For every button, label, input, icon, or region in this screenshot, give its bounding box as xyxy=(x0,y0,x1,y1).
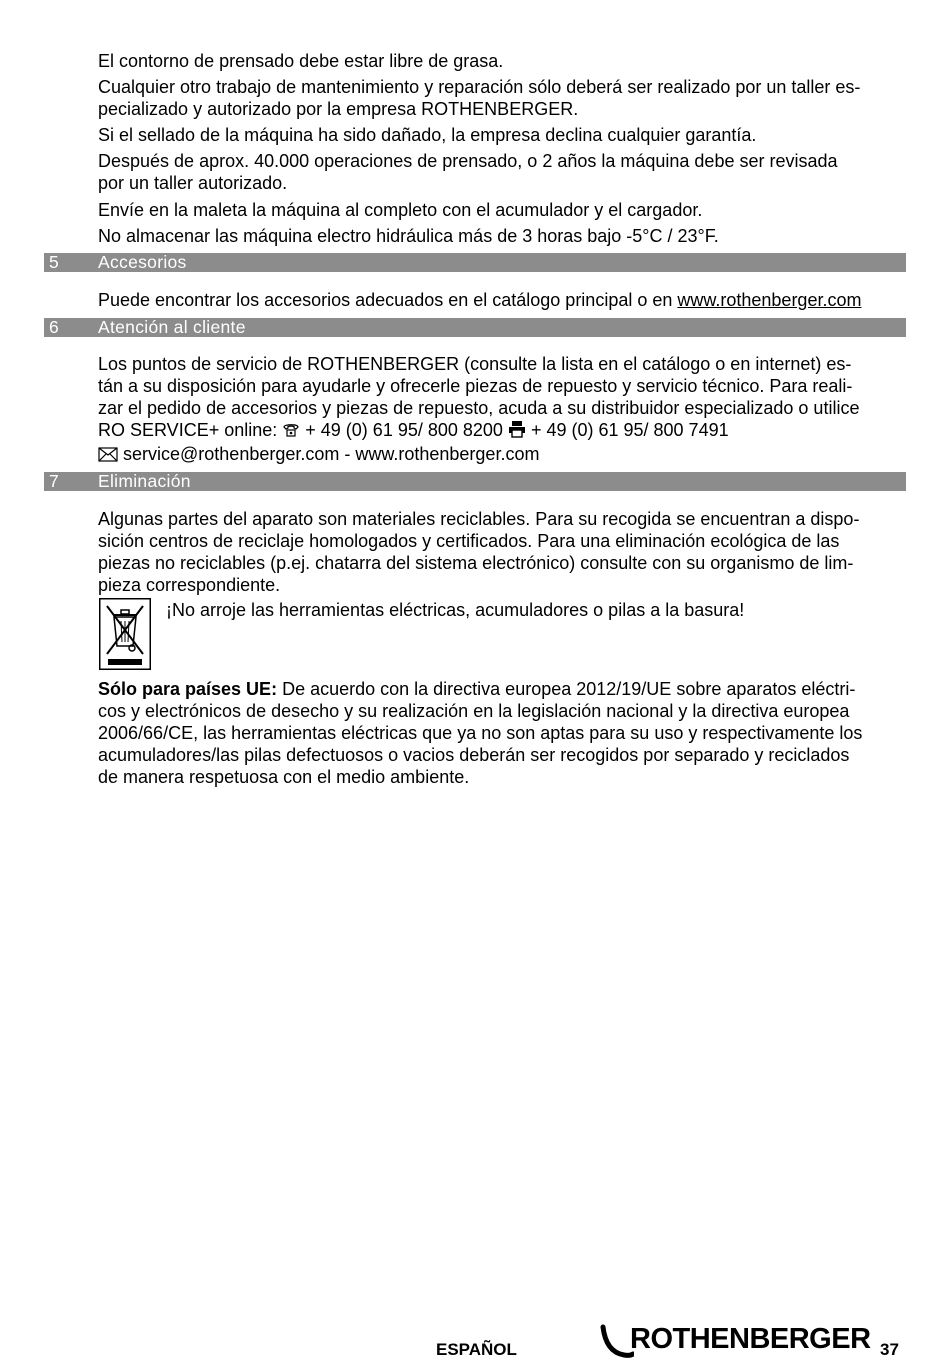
paragraph-inspection: Después de aprox. 40.000 operaciones de prensado, o 2 años la máquina debe ser revisada por un taller autorizado. xyxy=(98,151,838,193)
section-header-disposal xyxy=(44,472,906,491)
brand-swoosh-icon xyxy=(600,1324,634,1360)
section-number: 5 xyxy=(49,252,60,272)
section-header-customer-service xyxy=(44,318,906,337)
website-link[interactable]: www.rothenberger.com xyxy=(677,290,862,310)
paragraph-shipping: Envíe en la maleta la máquina al completo con el acumulador y el cargador. xyxy=(98,200,703,220)
paragraph-accessories: Puede encontrar los accesorios adecuados en el catálogo principal o en www.rothenberger.com xyxy=(98,290,862,310)
paragraph-eu-directive: Sólo para países UE: De acuerdo con la directiva europea 2012/19/UE sobre aparatos eléctri- cos y electrónicos de desecho y su realización en la legislación nacional y la directiva europea 2006/66/CE, las herramientas eléctricas que ya no son aptas para su uso y respectivamente los acumuladores/las pilas defectuosos o vacios deberán ser recogidos por separado y reciclados de manera respetuosa con el medio ambiente. xyxy=(98,679,863,787)
section-number: 7 xyxy=(49,471,60,491)
contact-line: RO SERVICE+ online: + 49 (0) 61 95/ 800 8200 + 49 (0) 61 95/ 800 7491 xyxy=(98,419,906,443)
paragraph-customer-service: Los puntos de servicio de ROTHENBERGER (consulte la lista en el catálogo o en internet) es- tán a su disposición para ayudarle y ofrecerle piezas de repuesto y servicio técnico. Para reali- zar el pedido de accesorios y piezas de repuesto, acuda a su distribuidor especializado o utilice RO SERVICE+ online: + 49 (0) 61 95/ 800 8200 + 49 (0) 61 95/ 800 7491 service@rothenberger.com - www.rothenberger.com xyxy=(98,353,906,467)
fax-icon xyxy=(508,420,526,443)
page-number: 37 xyxy=(880,1340,899,1359)
paragraph-recycling: Algunas partes del aparato son materiales reciclables. Para su recogida se encuentran a dispo- sición centros de reciclaje homologados y certificados. Para una eliminación ecológica de las piezas no reciclables (p.ej. chatarra del sistema electrónico) consulte con su organismo de lim- pieza correspondiente. xyxy=(98,509,860,595)
crossed-out-wheelie-bin-icon xyxy=(99,598,151,670)
brand-name: ROTHENBERGER xyxy=(630,1323,871,1355)
paragraph-warranty: Si el sellado de la máquina ha sido dañado, la empresa declina cualquier garantía. xyxy=(98,125,757,145)
section-header-accessories xyxy=(44,253,906,272)
paragraph-storage: No almacenar las máquina electro hidráulica más de 3 horas bajo -5°C / 23°F. xyxy=(98,226,719,246)
section-number: 6 xyxy=(49,317,60,337)
footer-language: ESPAÑOL xyxy=(436,1340,517,1359)
section-title: Atención al cliente xyxy=(98,317,246,337)
paragraph-maintenance: Cualquier otro trabajo de mantenimiento y reparación sólo deberá ser realizado por un taller es- pecializado y autorizado por la empresa ROTHENBERGER. xyxy=(98,77,861,119)
section-title: Eliminación xyxy=(98,471,191,491)
eu-label: Sólo para países UE: xyxy=(98,679,278,699)
phone-icon xyxy=(282,421,300,443)
email-line: service@rothenberger.com - www.rothenberger.com xyxy=(98,443,906,467)
brand-logo xyxy=(600,1322,871,1360)
paragraph-grease: El contorno de prensado debe estar libre de grasa. xyxy=(98,51,504,71)
section-title: Accesorios xyxy=(98,252,187,272)
disposal-warning: ¡No arroje las herramientas eléctricas, acumuladores o pilas a la basura! xyxy=(166,600,745,620)
envelope-icon xyxy=(98,445,118,467)
